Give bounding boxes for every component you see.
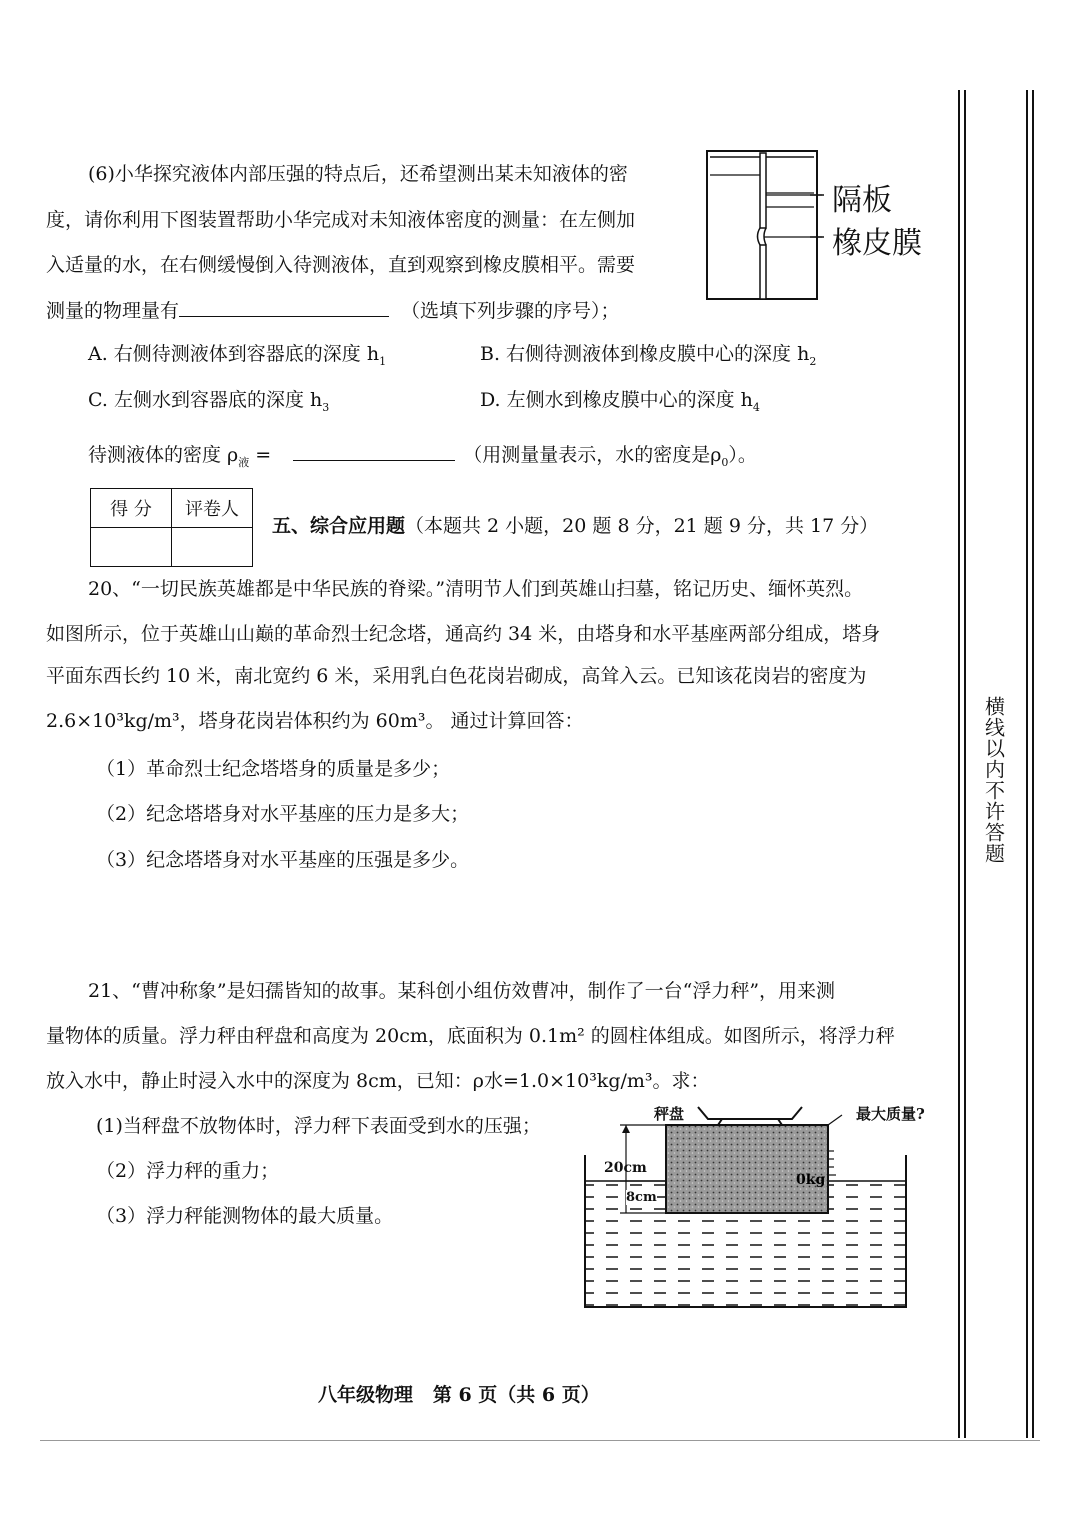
q6-line4-prefix: 测量的物理量有 [46,300,180,322]
density-line: 待测液体的密度 $\rho_液$ = （用测量量表示，水的密度是$\rho_0$）。 [88,444,757,469]
grader-cell[interactable] [172,528,253,567]
q6-answer-blank[interactable] [179,298,389,317]
q20-line2: 如图所示，位于英雄山山巅的革命烈士纪念塔，通高约 34 米，由塔身和水平基座两部分组成，塔身 [46,623,881,645]
q6-line2: 度，请你利用下图装置帮助小华完成对未知液体密度的测量：在左侧加 [46,209,636,231]
seal-notice [972,690,1016,870]
q21-line1: 21、“曹冲称象”是妇孺皆知的故事。某科创小组仿效曹冲，制作了一台“浮力秤”，用来测 [88,980,836,1002]
density-answer-blank[interactable] [293,442,455,461]
score-header: 得 分 [91,489,172,528]
option-b: B. 右侧待测液体到橡皮膜中心的深度 $h_2$ [480,343,817,368]
q6-line4-suffix: （选填下列步骤的序号）； [401,300,620,322]
q21-sub1: (1)当秤盘不放物体时，浮力秤下表面受到水的压强； [96,1115,541,1137]
q20-line4: 2.6×10³kg/m³，塔身花岗岩体积约为 60m³。 通过计算回答： [46,710,584,732]
q20-sub3: （3）纪念塔塔身对水平基座的压强是多少。 [96,849,470,871]
binding-line-4 [1032,90,1034,1438]
q20-line3: 平面东西长约 10 米，南北宽约 6 米，采用乳白色花岗岩砌成，高耸入云。已知该花岗岩的密度为 [46,665,867,687]
page-footer: 八年级物理 第 6 页（共 6 页） [318,1384,600,1406]
option-a: A. 右侧待测液体到容器底的深度 $h_1$ [88,343,387,368]
q21-line3: 放入水中，静止时浸入水中的深度为 8cm，已知：ρ水=1.0×10³kg/m³。求： [46,1070,710,1092]
binding-line-2 [964,90,966,1438]
q21-sub2: （2）浮力秤的重力； [96,1160,280,1182]
q21-line2: 量物体的质量。浮力秤由秤盘和高度为 20cm，底面积为 0.1m² 的圆柱体组成。如图所示，将浮力秤 [46,1025,895,1047]
q6-line1: (6)小华探究液体内部压强的特点后，还希望测出某未知液体的密 [88,163,628,185]
label-height: 20cm [604,1160,647,1176]
label-depth: 8cm [626,1190,657,1205]
label-zero: 0kg [796,1172,826,1188]
q20-sub2: （2）纪念塔塔身对水平基座的压力是多大； [96,803,470,825]
q20-line1: 20、“一切民族英雄都是中华民族的脊梁。”清明节人们到英雄山扫墓，铭记历史、缅怀英烈。 [88,578,864,600]
floating-scale-figure [580,1095,940,1315]
label-membrane: 橡皮膜 [832,226,922,261]
section5-heading [272,514,878,538]
q6-line3: 入适量的水，在右侧缓慢倒入待测液体，直到观察到橡皮膜相平。需要 [46,254,636,276]
binding-line-1 [958,90,960,1438]
binding-line-3 [1026,90,1028,1438]
footer-rule [40,1440,1040,1441]
option-c: C. 左侧水到容器底的深度 $h_3$ [88,389,330,414]
section5-title: 五、综合应用题 [272,515,406,537]
label-max-mass: 最大质量? [856,1105,925,1123]
label-pan: 秤盘 [654,1105,685,1123]
q6-line4 [46,298,620,323]
option-d: D. 左侧水到橡皮膜中心的深度 $h_4$ [480,389,760,414]
grader-header: 评卷人 [172,489,253,528]
seal-text: 横线以内不许答题 [981,696,1006,864]
score-table [90,488,253,567]
section5-note: （本题共 2 小题，20 题 8 分，21 题 9 分，共 17 分） [405,515,879,537]
score-cell[interactable] [91,528,172,567]
q20-sub1: （1）革命烈士纪念塔塔身的质量是多少； [96,758,451,780]
q21-sub3: （3）浮力秤能测物体的最大质量。 [96,1205,394,1227]
label-partition: 隔板 [832,183,892,218]
